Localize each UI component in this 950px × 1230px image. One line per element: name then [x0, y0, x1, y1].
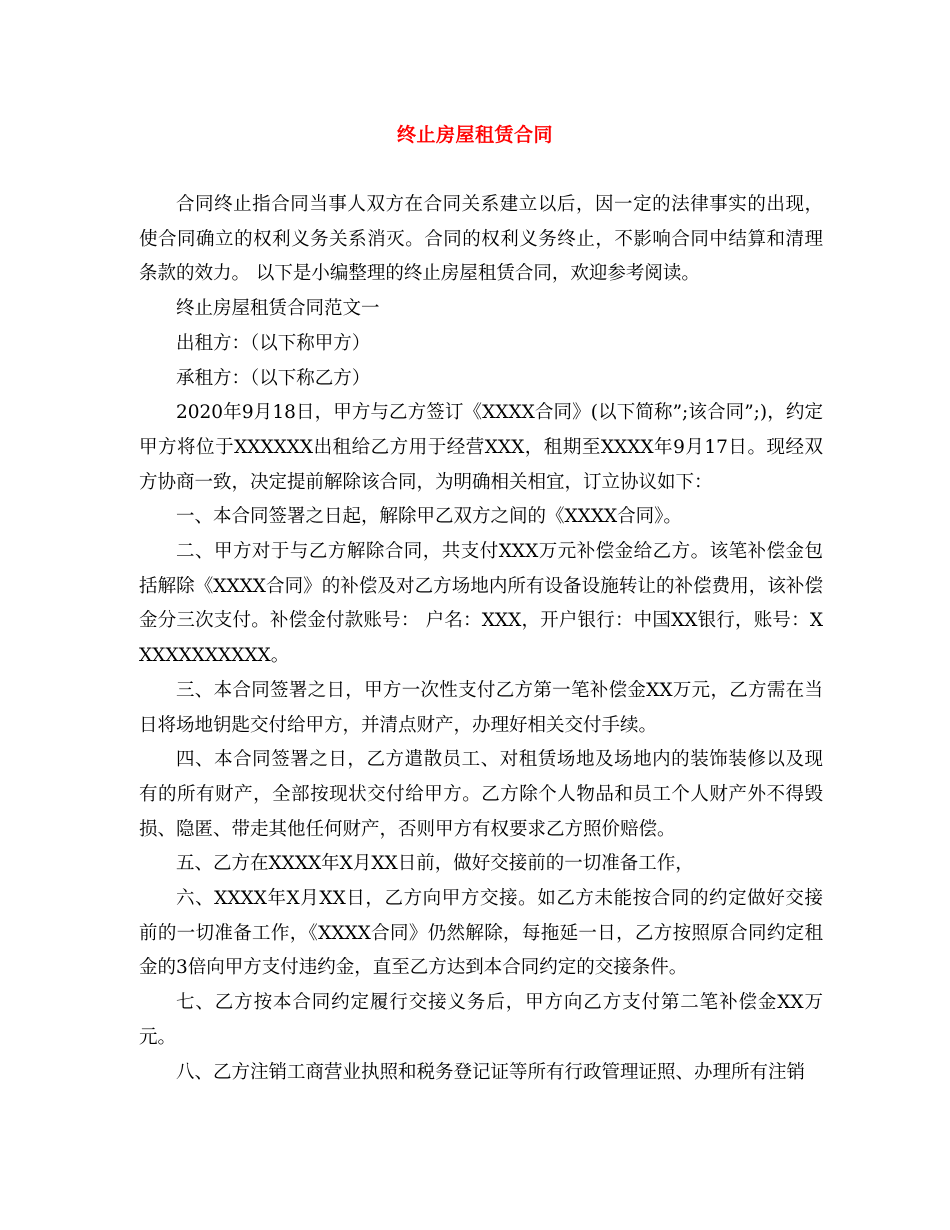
paragraph-clause-8: 八、乙方注销工商营业执照和税务登记证等所有行政管理证照、办理所有注销 — [176, 1061, 806, 1083]
paragraph-clause-2: 二、甲方对于与乙方解除合同，共支付XXX万元补偿金给乙方。该笔补偿金包括解除《XXXX合同》的补偿及对乙方场地内所有设备设施转让的补偿费用，该补偿金分三次支付。补偿金付款账号： 户名：XXX，开户银行：中国XX银行，账号：XXXXXXXXXXX。 — [139, 541, 823, 667]
paragraph-clause-5: 五、乙方在XXXX年X月XX日前，做好交接前的一切准备工作， — [176, 853, 694, 875]
paragraph-sample-heading: 终止房屋租赁合同范文一 — [176, 298, 380, 320]
paragraph-lessor: 出租方：（以下称甲方） — [176, 332, 371, 354]
paragraph-background: 2020年9月18日，甲方与乙方签订《XXXX合同》(以下简称”;该合同”;)，约定甲方将位于XXXXXX出租给乙方用于经营XXX，租期至XXXX年9月17日。现经双方协商一致，决定提前解除该合同，为明确相关相宜，订立协议如下： — [139, 402, 823, 493]
paragraph-clause-1: 一、本合同签署之日起，解除甲乙双方之间的《XXXX合同》。 — [176, 506, 682, 528]
document-title: 终止房屋租赁合同 — [396, 124, 553, 146]
paragraph-clause-7: 七、乙方按本合同约定履行交接义务后，甲方向乙方支付第二笔补偿金XX万元。 — [139, 992, 823, 1048]
paragraph-clause-3: 三、本合同签署之日，甲方一次性支付乙方第一笔补偿金XX万元，乙方需在当日将场地钥匙交付给甲方，并清点财产，办理好相关交付手续。 — [139, 679, 823, 736]
paragraph-clause-4: 四、本合同签署之日，乙方遣散员工、对租赁场地及场地内的装饰装修以及现有的所有财产，全部按现状交付给甲方。乙方除个人物品和员工个人财产外不得毁损、隐匿、带走其他任何财产，否则甲方有权要求乙方照价赔偿。 — [139, 749, 823, 840]
paragraph-clause-6: 六、XXXX年X月XX日，乙方向甲方交接。如乙方未能按合同的约定做好交接前的一切准备工作，《XXXX合同》仍然解除，每拖延一日，乙方按照原合同约定租金的3倍向甲方支付违约金，直至乙方达到本合同约定的交接条件。 — [139, 888, 823, 979]
paragraph-lessee: 承租方：（以下称乙方） — [176, 367, 371, 389]
paragraph-intro: 合同终止指合同当事人双方在合同关系建立以后，因一定的法律事实的出现，使合同确立的权利义务关系消灭。合同的权利义务终止，不影响合同中结算和清理条款的效力。 以下是小编整理的终止房屋租赁合同，欢迎参考阅读。 — [139, 194, 823, 285]
document-body — [139, 188, 823, 1090]
